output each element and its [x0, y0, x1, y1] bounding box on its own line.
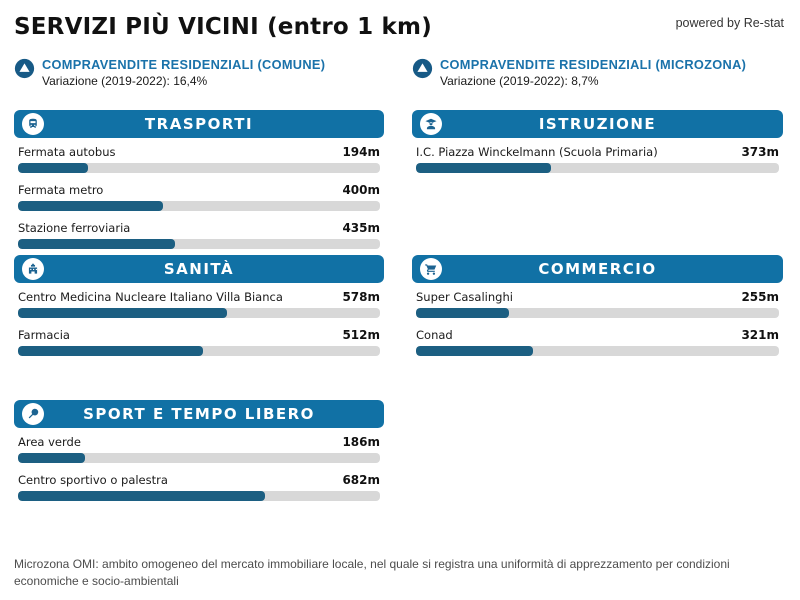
train-icon: [22, 113, 44, 135]
section-istruzione: [412, 110, 783, 183]
section-commercio-header: [412, 255, 783, 283]
distance-bar: [18, 491, 380, 501]
distance-bar-fill: [416, 346, 533, 356]
up-arrow-icon: [14, 58, 35, 79]
distance-bar: [18, 239, 380, 249]
row-value: 578m: [342, 290, 380, 304]
row-label: Farmacia: [18, 328, 70, 342]
section-trasporti: [14, 110, 384, 259]
distance-bar-fill: [18, 163, 88, 173]
row-value: 321m: [741, 328, 779, 342]
section-commercio: [412, 255, 783, 366]
row-value: 400m: [342, 183, 380, 197]
distance-bar: [18, 201, 380, 211]
distance-bar-fill: [18, 453, 85, 463]
section-trasporti-header: [14, 110, 384, 138]
row-scuola-primaria: [416, 145, 779, 173]
row-centro-sportivo: [18, 473, 380, 501]
section-sport-title: SPORT E TEMPO LIBERO: [83, 405, 315, 423]
section-sport: [14, 400, 384, 511]
distance-bar-fill: [18, 201, 163, 211]
row-fermata-autobus: [18, 145, 380, 173]
distance-bar-fill: [18, 346, 203, 356]
row-label: Stazione ferroviaria: [18, 221, 131, 235]
cart-icon: [420, 258, 442, 280]
row-stazione-ferroviaria: [18, 221, 380, 249]
row-value: 186m: [342, 435, 380, 449]
row-super-casalinghi: [416, 290, 779, 318]
stat-comune-title: COMPRAVENDITE RESIDENZIALI (COMUNE): [42, 57, 326, 72]
row-label: Conad: [416, 328, 453, 342]
section-sanita-title: SANITÀ: [163, 260, 235, 278]
up-arrow-icon: [412, 58, 433, 79]
row-value: 435m: [342, 221, 380, 235]
stat-microzona: [412, 57, 783, 88]
page-title: SERVIZI PIÙ VICINI (entro 1 km): [14, 14, 432, 40]
section-trasporti-title: TRASPORTI: [144, 115, 254, 133]
row-value: 682m: [342, 473, 380, 487]
row-label: Fermata autobus: [18, 145, 116, 159]
sections-grid: [14, 110, 784, 511]
row-conad: [416, 328, 779, 356]
row-label: I.C. Piazza Winckelmann (Scuola Primaria): [416, 145, 658, 159]
distance-bar: [18, 453, 380, 463]
distance-bar: [18, 308, 380, 318]
stat-microzona-subtitle: Variazione (2019-2022): 8,7%: [440, 74, 599, 88]
stat-microzona-title: COMPRAVENDITE RESIDENZIALI (MICROZONA): [440, 57, 747, 72]
distance-bar: [416, 308, 779, 318]
distance-bar: [416, 346, 779, 356]
hospital-icon: [22, 258, 44, 280]
section-sanita: [14, 255, 384, 366]
distance-bar-fill: [18, 239, 175, 249]
section-istruzione-header: [412, 110, 783, 138]
distance-bar: [416, 163, 779, 173]
microzona-footnote: Microzona OMI: ambito omogeneo del mercato immobiliare locale, nel quale si registra una uniformità di apprezzamento per condizioni economiche e socio-ambientali: [14, 557, 730, 589]
stat-comune: [14, 57, 384, 88]
row-value: 512m: [342, 328, 380, 342]
distance-bar-fill: [18, 491, 265, 501]
row-area-verde: [18, 435, 380, 463]
row-label: Area verde: [18, 435, 81, 449]
section-commercio-title: COMMERCIO: [538, 260, 657, 278]
row-fermata-metro: [18, 183, 380, 211]
graduate-icon: [420, 113, 442, 135]
racket-icon: [22, 403, 44, 425]
section-sanita-header: [14, 255, 384, 283]
section-sport-header: [14, 400, 384, 428]
distance-bar-fill: [416, 163, 551, 173]
distance-bar: [18, 346, 380, 356]
distance-bar-fill: [18, 308, 227, 318]
row-label: Super Casalinghi: [416, 290, 513, 304]
row-value: 373m: [741, 145, 779, 159]
row-centro-medicina: [18, 290, 380, 318]
stats-row: [14, 57, 784, 88]
row-value: 194m: [342, 145, 380, 159]
powered-by-label: powered by Re-stat: [675, 16, 784, 30]
section-istruzione-title: ISTRUZIONE: [538, 115, 657, 133]
row-label: Centro Medicina Nucleare Italiano Villa Bianca: [18, 290, 283, 304]
distance-bar-fill: [416, 308, 509, 318]
distance-bar: [18, 163, 380, 173]
row-farmacia: [18, 328, 380, 356]
row-label: Centro sportivo o palestra: [18, 473, 168, 487]
stat-comune-subtitle: Variazione (2019-2022): 16,4%: [42, 74, 208, 88]
row-value: 255m: [741, 290, 779, 304]
row-label: Fermata metro: [18, 183, 104, 197]
